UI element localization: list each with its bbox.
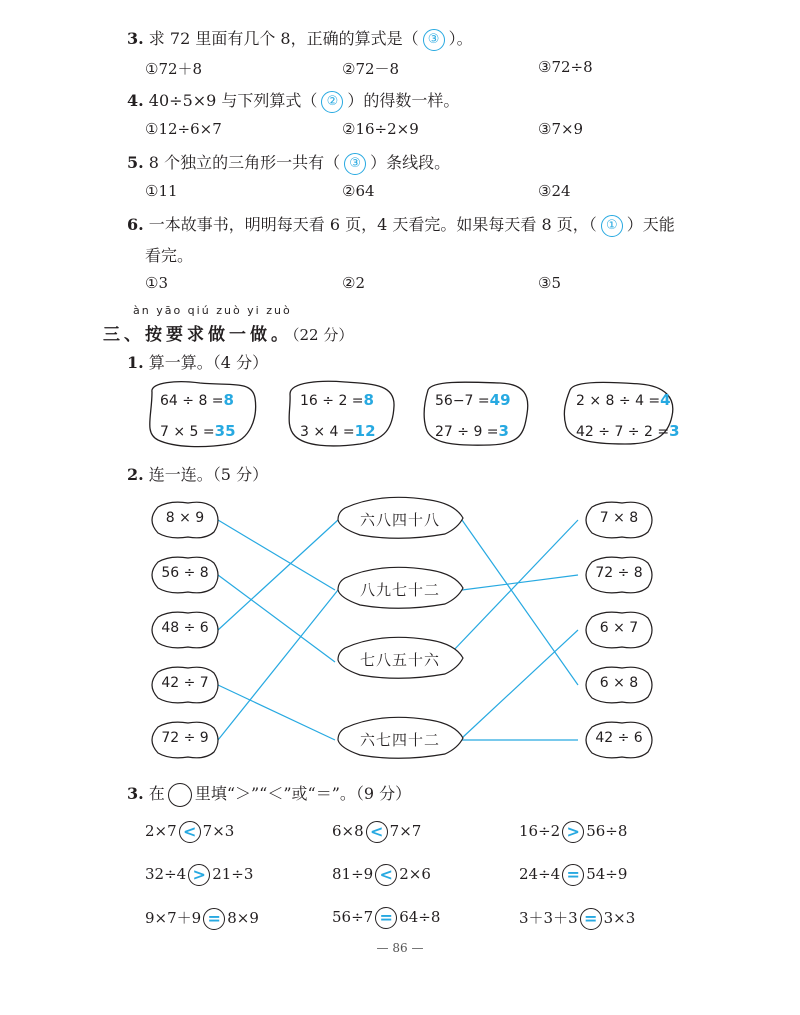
compare-left: 2×7: [145, 822, 177, 840]
left-item: 72 ÷ 9: [161, 730, 209, 746]
compare-item: [332, 907, 440, 929]
calc-answer: 49: [489, 391, 511, 409]
calc-blob-3-content: [435, 385, 511, 447]
compare-right: 21÷3: [212, 865, 254, 883]
calc-answer: 8: [223, 391, 234, 409]
option-3: ③24: [538, 182, 571, 200]
calc-row: [435, 416, 511, 447]
compare-circle: <: [366, 821, 388, 843]
compare-left: 81÷9: [332, 865, 374, 883]
calc-expr: 7 × 5 =: [160, 424, 215, 440]
compare-left: 56÷7: [332, 908, 374, 926]
compare-left: 9×7＋9: [145, 909, 202, 927]
compare-circle: >: [562, 821, 584, 843]
calc-expr: 64 ÷ 8 =: [160, 393, 224, 409]
connector-lines: [218, 520, 578, 740]
compare-row-3: [145, 907, 705, 933]
right-item: 42 ÷ 6: [595, 730, 643, 746]
calc-row: [160, 416, 236, 447]
connector-line: [218, 590, 338, 740]
question-5: [127, 150, 450, 175]
answer-mark: ③: [423, 29, 445, 51]
compare-item: [145, 907, 259, 930]
compare-row-2: [145, 864, 705, 890]
calc-answer: 3: [669, 422, 680, 440]
left-item: 48 ÷ 6: [161, 620, 209, 636]
page-number: — 86 —: [376, 941, 424, 955]
option-3: ③7×9: [538, 120, 584, 138]
connector-line: [462, 575, 578, 590]
connector-line: [462, 520, 578, 685]
calc-blobs-shapes: [0, 378, 800, 458]
q2-heading: [127, 462, 268, 485]
connector-line: [452, 520, 578, 652]
compare-right: 7×3: [202, 822, 235, 840]
compare-left: 32÷4: [145, 865, 187, 883]
calc-expr: 27 ÷ 9 =: [435, 424, 499, 440]
right-item: 6 × 7: [599, 620, 639, 636]
compare-item: [519, 821, 627, 843]
compare-circle: =: [203, 908, 225, 930]
connector-line: [218, 685, 335, 740]
option-3: ③72÷8: [538, 58, 593, 76]
option-2: ②2: [342, 274, 365, 292]
question-3: [127, 26, 473, 51]
left-item: 56 ÷ 8: [161, 565, 209, 581]
calc-expr: 3 × 4 =: [300, 424, 355, 440]
compare-right: 8×9: [227, 909, 259, 927]
option-2: ②64: [342, 182, 375, 200]
section-title: 三、按要求做一做。: [103, 325, 292, 345]
answer-mark: ①: [601, 215, 623, 237]
middle-item: 六七四十二: [359, 731, 440, 749]
compare-right: 3×3: [603, 909, 636, 927]
left-item: 42 ÷ 7: [161, 675, 209, 691]
question-number: 6.: [127, 215, 144, 234]
option-1: ①3: [145, 274, 168, 292]
question-text-end: 里填“＞”“＜”或“＝”。（9 分）: [194, 784, 412, 803]
calc-answer: 3: [498, 422, 509, 440]
middle-item: 七八五十六: [359, 651, 440, 669]
compare-left: 3＋3＋3: [519, 909, 578, 927]
compare-item: [332, 864, 431, 886]
question-text: 8 个独立的三角形一共有（: [148, 153, 341, 172]
answer-mark: ③: [344, 153, 366, 175]
question-number: 3.: [127, 784, 144, 803]
section-header: [103, 320, 353, 345]
compare-right: 54÷9: [586, 865, 628, 883]
option-2: ②72－8: [342, 60, 400, 78]
calc-row: [300, 385, 376, 416]
compare-row-1: [145, 821, 705, 847]
compare-right: 2×6: [399, 865, 431, 883]
calc-answer: 4: [660, 391, 671, 409]
connector-line: [218, 520, 338, 630]
question-text: 一本故事书，明明每天看 6 页，4 天看完。如果每天看 8 页，（: [148, 215, 597, 234]
compare-circle: >: [188, 864, 210, 886]
question-text-end: ）条线段。: [370, 153, 451, 172]
question-text: 40÷5×9 与下列算式（: [148, 91, 318, 110]
calc-blob-1-content: [160, 385, 236, 447]
calc-answer: 12: [354, 422, 376, 440]
left-item: 8 × 9: [165, 510, 205, 526]
right-item: 7 × 8: [599, 510, 639, 526]
question-text-end: ）。: [448, 29, 473, 48]
calc-row: [300, 416, 376, 447]
question-text-end: ）天能: [626, 215, 675, 234]
question-number: 3.: [127, 29, 144, 48]
q3-heading: [127, 781, 411, 807]
question-number: 4.: [127, 91, 144, 110]
compare-left: 16÷2: [519, 822, 561, 840]
section-score: （22 分）: [292, 326, 354, 344]
compare-right: 64÷8: [399, 908, 441, 926]
right-item: 72 ÷ 8: [595, 565, 643, 581]
section-pinyin: àn yāo qiú zuò yi zuò: [133, 304, 292, 317]
compare-item: [332, 821, 421, 843]
compare-circle: <: [179, 821, 201, 843]
compare-left: 24÷4: [519, 865, 561, 883]
calc-row: [435, 385, 511, 416]
question-number: 2.: [127, 465, 144, 484]
compare-left: 6×8: [332, 822, 364, 840]
middle-item: 六八四十八: [359, 511, 440, 529]
calc-row: [160, 385, 236, 416]
calc-expr: 42 ÷ 7 ÷ 2 =: [576, 424, 670, 440]
connector-line: [218, 575, 335, 662]
calc-blob-4-content: [576, 385, 680, 447]
q1-heading: [127, 350, 268, 373]
compare-item: [519, 907, 635, 930]
calc-row: [576, 416, 680, 447]
compare-circle: <: [375, 864, 397, 886]
calc-answer: 35: [214, 422, 236, 440]
answer-mark: ②: [321, 91, 343, 113]
middle-item: 八九七十二: [359, 581, 440, 599]
compare-right: 7×7: [389, 822, 422, 840]
compare-circle: =: [375, 907, 397, 929]
calc-expr: 2 × 8 ÷ 4 =: [576, 393, 661, 409]
calc-row: [576, 385, 680, 416]
question-text: 算一算。（4 分）: [148, 353, 269, 372]
compare-circle: =: [562, 864, 584, 886]
question-6-continued: 看完。: [145, 246, 194, 265]
question-text: 求 72 里面有几个 8，正确的算式是（: [148, 29, 419, 48]
calc-blob-2-content: [300, 385, 376, 447]
question-4: [127, 88, 459, 113]
compare-item: [145, 821, 234, 843]
option-1: ①12÷6×7: [145, 120, 222, 138]
calc-expr: 56−7 =: [435, 393, 490, 409]
middle-leaves: [338, 497, 463, 758]
calc-answer: 8: [363, 391, 374, 409]
option-2: ②16÷2×9: [342, 120, 419, 138]
right-item: 6 × 8: [599, 675, 639, 691]
question-number: 5.: [127, 153, 144, 172]
compare-right: 56÷8: [586, 822, 628, 840]
connector-line: [462, 630, 578, 738]
compare-circle: =: [580, 908, 602, 930]
question-number: 1.: [127, 353, 144, 372]
question-6: [127, 212, 675, 237]
compare-item: [145, 864, 253, 886]
option-3: ③5: [538, 274, 561, 292]
question-text-end: ）的得数一样。: [347, 91, 460, 110]
compare-item: [519, 864, 627, 886]
option-1: ①11: [145, 182, 178, 200]
option-1: ①72＋8: [145, 60, 203, 78]
question-text: 连一连。（5 分）: [148, 465, 269, 484]
question-text: 在: [148, 784, 165, 803]
blank-circle-icon: [168, 783, 192, 807]
calc-expr: 16 ÷ 2 =: [300, 393, 364, 409]
connector-line: [218, 520, 335, 590]
